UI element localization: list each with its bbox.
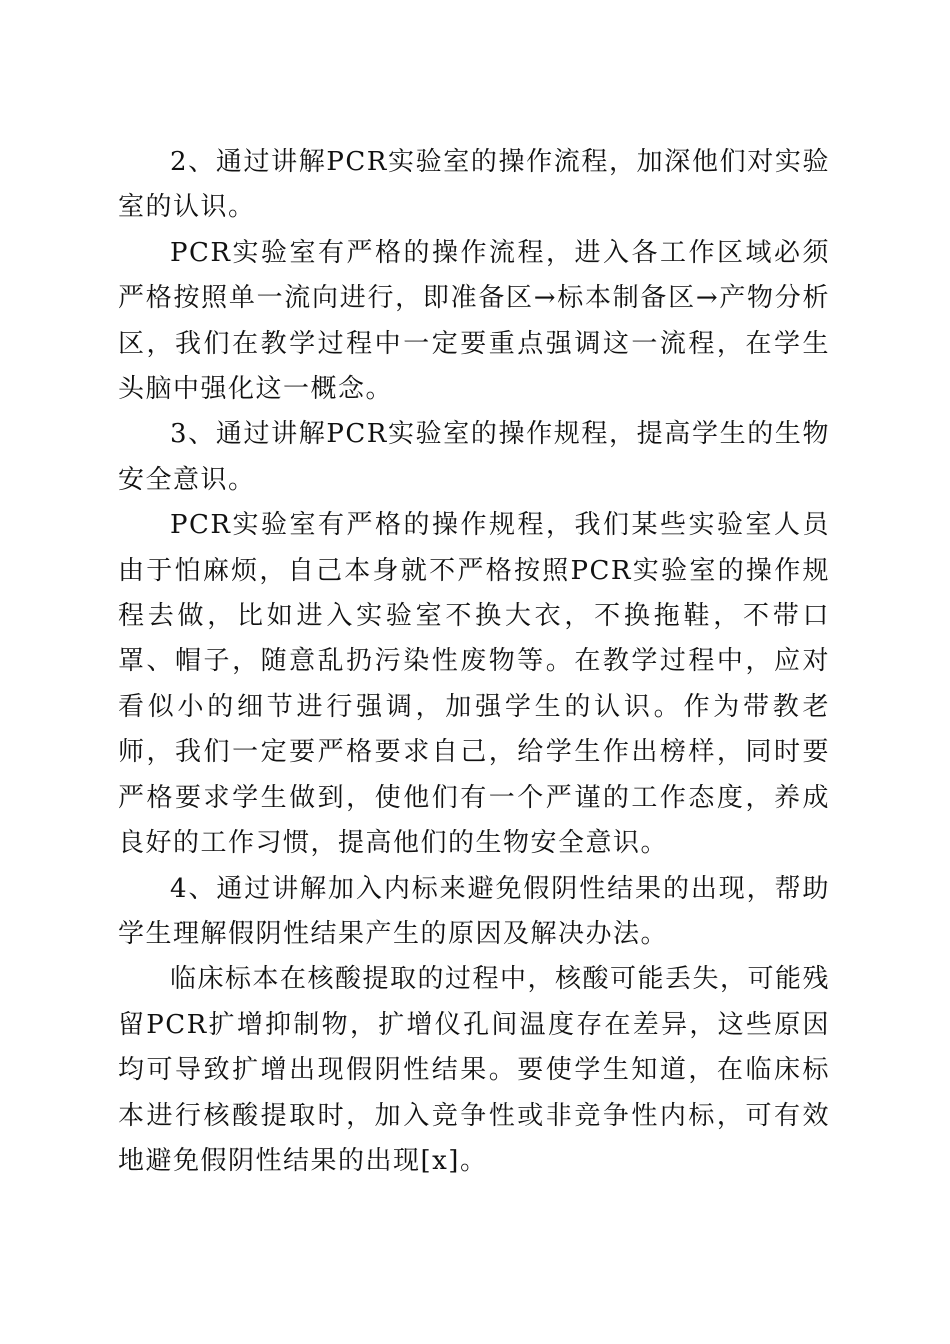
section-heading-3: 3、通过讲解PCR实验室的操作规程，提高学生的生物安全意识。: [118, 419, 830, 495]
document-body: [118, 140, 830, 1184]
paragraph-operation-rules: PCR实验室有严格的操作规程，我们某些实验室人员由于怕麻烦，自己本身就不严格按照PCR实验室的操作规程去做，比如进入实验室不换大衣，不换拖鞋，不带口罩、帽子，随意乱扔污染性废物等。在教学过程中，应对看似小的细节进行强调，加强学生的认识。作为带教老师，我们一定要严格要求自己，给学生作出榜样，同时要严格要求学生做到，使他们有一个严谨的工作态度，养成良好的工作习惯，提高他们的生物安全意识。: [118, 510, 830, 859]
paragraph-internal-standard: 临床标本在核酸提取的过程中，核酸可能丢失，可能残留PCR扩增抑制物，扩增仪孔间温度存在差异，这些原因均可导致扩增出现假阴性结果。要使学生知道，在临床标本进行核酸提取时，加入竞争性或非竞争性内标，可有效地避免假阴性结果的出现[x]。: [118, 964, 831, 1176]
section-heading-2: 2、通过讲解PCR实验室的操作流程，加深他们对实验室的认识。: [118, 147, 830, 223]
paragraph-operation-flow: PCR实验室有严格的操作流程，进入各工作区域必须严格按照单一流向进行，即准备区→标本制备区→产物分析区，我们在教学过程中一定要重点强调这一流程，在学生头脑中强化这一概念。: [118, 237, 830, 405]
section-heading-4: 4、通过讲解加入内标来避免假阴性结果的出现，帮助学生理解假阴性结果产生的原因及解决办法。: [118, 873, 830, 949]
